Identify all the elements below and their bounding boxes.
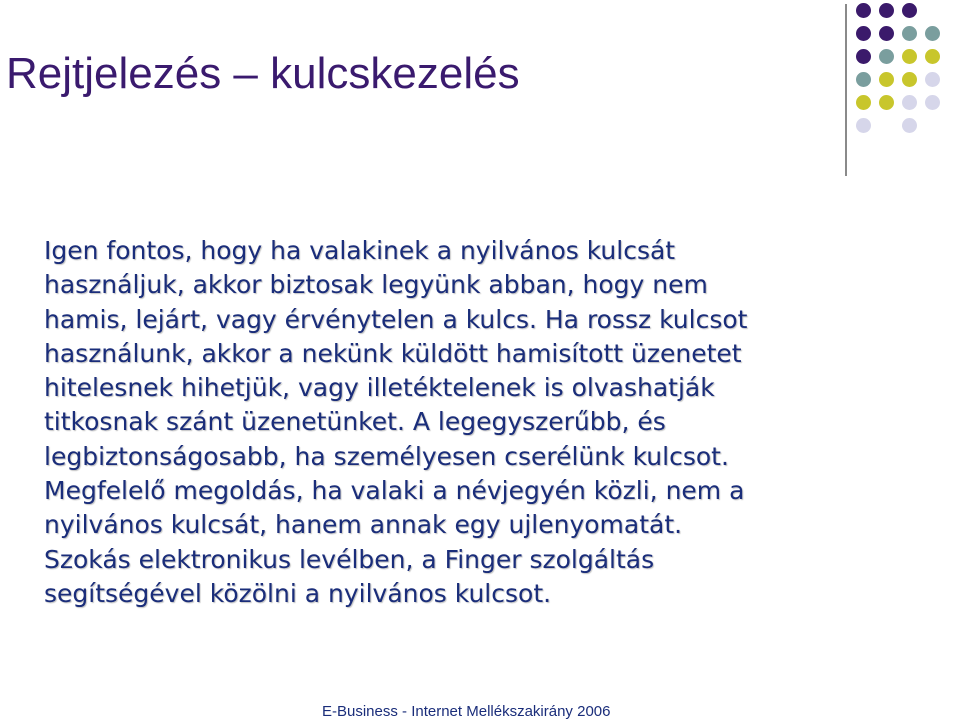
body-line: titkosnak szánt üzenetünket. A legegyszerűbb, és: [44, 407, 666, 437]
body-line: Igen fontos, hogy ha valakinek a nyilvános kulcsát: [44, 236, 676, 265]
body-line: legbiztonságosabb, ha személyesen cserélünk kulcsot.: [44, 441, 729, 471]
slide-footer: E-Business - Internet Mellékszakirány 2006: [322, 703, 611, 720]
body-line: Megfelelő megoldás, ha valaki a névjegyén közli, nem a: [44, 476, 745, 506]
decorative-dot: [856, 3, 871, 18]
decorative-dot: [879, 95, 894, 110]
decorative-dot: [925, 72, 940, 87]
body-line: segítségével közölni a nyilvános kulcsot.: [44, 578, 552, 608]
decorative-dot: [879, 26, 894, 41]
body-paragraph: [44, 234, 874, 611]
body-line: használunk, akkor a nekünk küldött hamisított üzenetet: [44, 338, 742, 368]
decorative-dot: [925, 95, 940, 110]
decorative-dot: [856, 49, 871, 64]
decorative-dot: [902, 95, 917, 110]
slide-title: Rejtjelezés – kulcskezelés: [6, 49, 520, 98]
decorative-dot: [879, 49, 894, 64]
body-line: hamis, lejárt, vagy érvénytelen a kulcs. Ha rossz kulcsot: [44, 304, 748, 334]
decorative-dot: [902, 118, 917, 133]
body-line: nyilvános kulcsát, hanem annak egy ujlenyomatát.: [44, 510, 683, 540]
decorative-dot: [856, 95, 871, 110]
decorative-dot: [879, 72, 894, 87]
decorative-dot: [925, 49, 940, 64]
decorative-dot: [856, 26, 871, 41]
decorative-dot: [902, 3, 917, 18]
decorative-dot: [902, 72, 917, 87]
body-line: használjuk, akkor biztosak legyünk abban, hogy nem: [44, 270, 708, 300]
decorative-dot: [925, 26, 940, 41]
body-line: Szokás elektronikus levélben, a Finger szolgáltás: [44, 544, 655, 574]
decorative-dot: [856, 118, 871, 133]
decorative-dot: [856, 72, 871, 87]
decorative-dot: [879, 3, 894, 18]
vertical-divider: [845, 4, 847, 176]
body-line: hitelesnek hihetjük, vagy illetéktelenek is olvashatják: [44, 373, 715, 403]
decorative-dot: [902, 49, 917, 64]
decorative-dot: [902, 26, 917, 41]
decorative-dot-grid: [856, 3, 952, 153]
